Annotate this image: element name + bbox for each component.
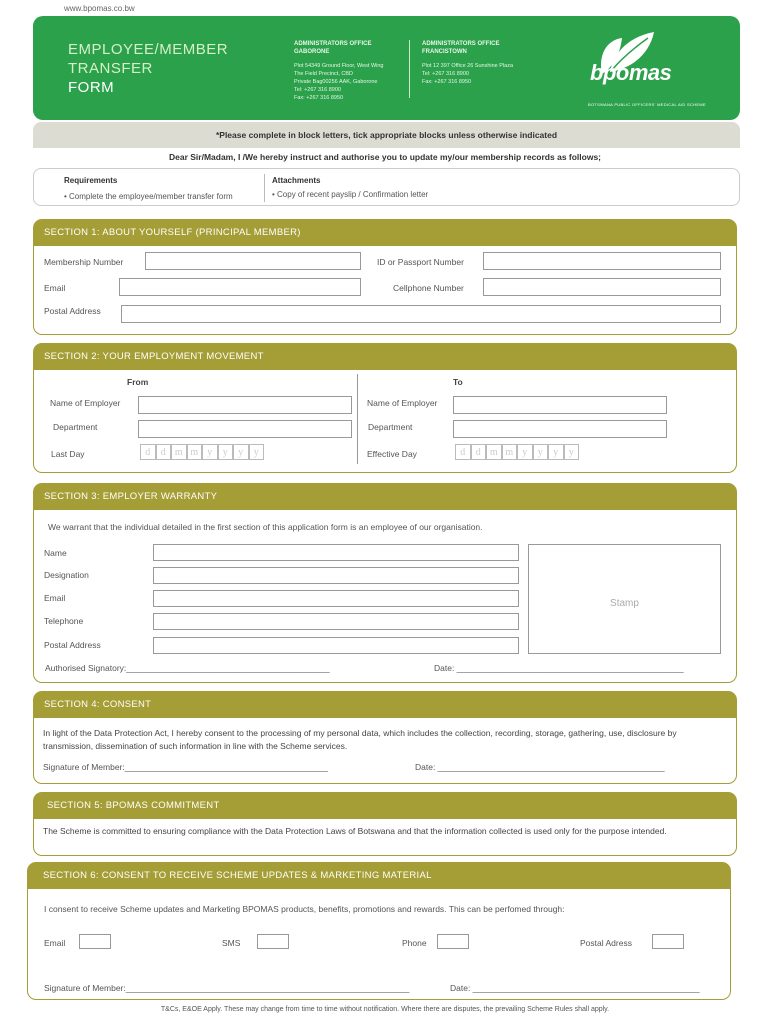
cellphone-label: Cellphone Number [393,283,464,293]
consent-text: In light of the Data Protection Act, I hereby consent to the processing of my personal data, which includes the collection, recording, storage, gathering, use, disclosure by transmission, dissemination of such information in line with the Scheme services. [43,728,677,751]
date-char-box[interactable]: y [233,444,249,460]
office-gaborone-title2: GABORONE [294,49,330,55]
date-char-box[interactable]: m [486,444,502,460]
office-francistown [422,40,537,86]
date-char-box[interactable]: y [533,444,549,460]
attachments-heading: Attachments [272,176,321,185]
warranty-designation-label: Designation [44,570,89,580]
office-francistown-address: Plot 12 397 Office 26 Sunshine Plaza [422,63,514,69]
office-francistown-fax: Fax: +267 316 8950 [422,79,472,85]
header-divider [409,40,410,98]
office-francistown-title2: FRANCISTOWN [422,49,467,55]
section-3-title: SECTION 3: EMPLOYER WARRANTY [34,484,736,510]
opt-email-checkbox[interactable] [79,934,111,949]
opt-sms-label: SMS [222,938,241,948]
date-char-box[interactable]: m [187,444,203,460]
opt-postal-label: Postal Adress [580,938,632,948]
office-francistown-tel: Tel: +267 316 8900 [422,71,469,77]
date-char-box[interactable]: y [517,444,533,460]
date-char-box[interactable]: y [218,444,234,460]
section-6 [27,862,731,1000]
last-day-label: Last Day [51,449,85,459]
opt-sms-checkbox[interactable] [257,934,289,949]
bpomas-logo: bpomas [590,60,672,85]
office-francistown-title1: ADMINISTRATORS OFFICE [422,41,500,47]
membership-number-label: Membership Number [44,257,124,267]
warranty-intro: We warrant that the individual detailed in the first section of this application form is an employee of our organisation. [48,522,483,532]
from-employer-field[interactable] [138,396,352,414]
form-title-line1: EMPLOYEE/MEMBER [68,41,229,58]
section-6-title: SECTION 6: CONSENT TO RECEIVE SCHEME UPDATES & MARKETING MATERIAL [28,863,730,889]
column-divider [357,374,358,464]
id-passport-field[interactable] [483,252,721,270]
effective-day-label: Effective Day [367,449,417,459]
to-employer-field[interactable] [453,396,667,414]
section-4-title: SECTION 4: CONSENT [34,692,736,718]
opt-postal-checkbox[interactable] [652,934,684,949]
consent-date-line[interactable]: Date: ________________________________________________ [415,762,665,772]
id-passport-label: ID or Passport Number [377,257,464,267]
authorised-signatory-line[interactable]: Authorised Signatory:___________________________________________ [45,663,330,673]
to-department-label: Department [368,422,413,432]
warranty-telephone-label: Telephone [44,616,84,626]
office-gaborone-address2: The Field Precinct, CBD [294,71,353,77]
section-5 [33,792,737,856]
date-char-box[interactable]: m [502,444,518,460]
membership-number-field[interactable] [145,252,361,270]
date-char-box[interactable]: y [548,444,564,460]
requirements-divider [264,174,265,202]
logo-tagline: BOTSWANA PUBLIC OFFICERS' MEDICAL AID SCHEME [588,102,706,107]
section-5-title: SECTION 5: BPOMAS COMMITMENT [34,793,736,819]
consent-signature-line[interactable]: Signature of Member:___________________________________________ [43,762,329,772]
to-department-field[interactable] [453,420,667,438]
greeting: Dear Sir/Madam, I /We hereby instruct and authorise you to update my/our membership records as follows; [168,152,602,162]
warranty-email-field[interactable] [153,590,519,607]
marketing-consent-text: I consent to receive Scheme updates and Marketing BPOMAS products, benefits, promotions and rewards. This can be perfomed through: [44,904,565,914]
requirements-heading: Requirements [64,176,118,185]
stamp-label: Stamp [610,598,639,609]
warranty-postal-label: Postal Address [44,640,101,650]
postal-address-field[interactable] [121,305,721,323]
email-label: Email [44,283,66,293]
office-gaborone-title1: ADMINISTRATORS OFFICE [294,41,372,47]
date-char-box[interactable]: m [171,444,187,460]
opt-phone-checkbox[interactable] [437,934,469,949]
stamp-box[interactable] [528,544,721,654]
from-department-field[interactable] [138,420,352,438]
attachments-item: • Copy of recent payslip / Confirmation letter [272,190,429,199]
marketing-date-line[interactable]: Date: ________________________________________________ [450,983,700,993]
form-title-line3: FORM [68,79,115,96]
warranty-telephone-field[interactable] [153,613,519,630]
requirements-item: • Complete the employee/member transfer form [64,192,233,201]
postal-address-label: Postal Address [44,306,101,316]
office-gaborone-tel: Tel: +267 316 8900 [294,87,341,93]
date-char-box[interactable]: d [471,444,487,460]
section-1-title: SECTION 1: ABOUT YOURSELF (PRINCIPAL MEMBER) [34,220,736,246]
marketing-signature-line[interactable]: Signature of Member:____________________________________________________________ [44,983,410,993]
date-char-box[interactable]: y [249,444,265,460]
opt-phone-label: Phone [402,938,427,948]
form-title-line2: TRANSFER [68,60,153,77]
effective-day-date-field[interactable] [455,444,579,460]
section-2-title: SECTION 2: YOUR EMPLOYMENT MOVEMENT [34,344,736,370]
from-department-label: Department [53,422,98,432]
warranty-name-label: Name [44,548,67,558]
from-heading: From [127,377,149,387]
opt-email-label: Email [44,938,66,948]
to-employer-label: Name of Employer [367,398,438,408]
last-day-date-field[interactable] [140,444,264,460]
office-gaborone-fax: Fax: +267 316 8950 [294,95,344,101]
instruction-banner: *Please complete in block letters, tick appropriate blocks unless otherwise indicated [33,122,740,148]
footer-disclaimer: T&Cs, E&OE Apply. These may change from time to time without notification. Where there are disputes, the prevailing Scheme Rules shall apply. [160,1006,610,1013]
warranty-designation-field[interactable] [153,567,519,584]
email-field[interactable] [119,278,361,296]
warranty-date-line[interactable]: Date: ________________________________________________ [434,663,684,673]
warranty-name-field[interactable] [153,544,519,561]
commitment-text: The Scheme is committed to ensuring compliance with the Data Protection Laws of Botswana and that the information collected is used only for the purpose intended. [43,826,667,836]
date-char-box[interactable]: y [202,444,218,460]
form-title [68,40,228,97]
cellphone-field[interactable] [483,278,721,296]
warranty-postal-field[interactable] [153,637,519,654]
office-gaborone [294,40,409,102]
to-heading: To [453,377,463,387]
from-employer-label: Name of Employer [50,398,121,408]
office-gaborone-address1: Plot 54349 Ground Floor, West Wing [294,63,384,69]
date-char-box[interactable]: d [156,444,172,460]
date-char-box[interactable]: d [140,444,156,460]
date-char-box[interactable]: y [564,444,580,460]
date-char-box[interactable]: d [455,444,471,460]
warranty-email-label: Email [44,593,66,603]
office-gaborone-address3: Private Bag00256 AAK, Gaborone [294,79,378,85]
website-url[interactable]: www.bpomas.co.bw [64,4,135,13]
